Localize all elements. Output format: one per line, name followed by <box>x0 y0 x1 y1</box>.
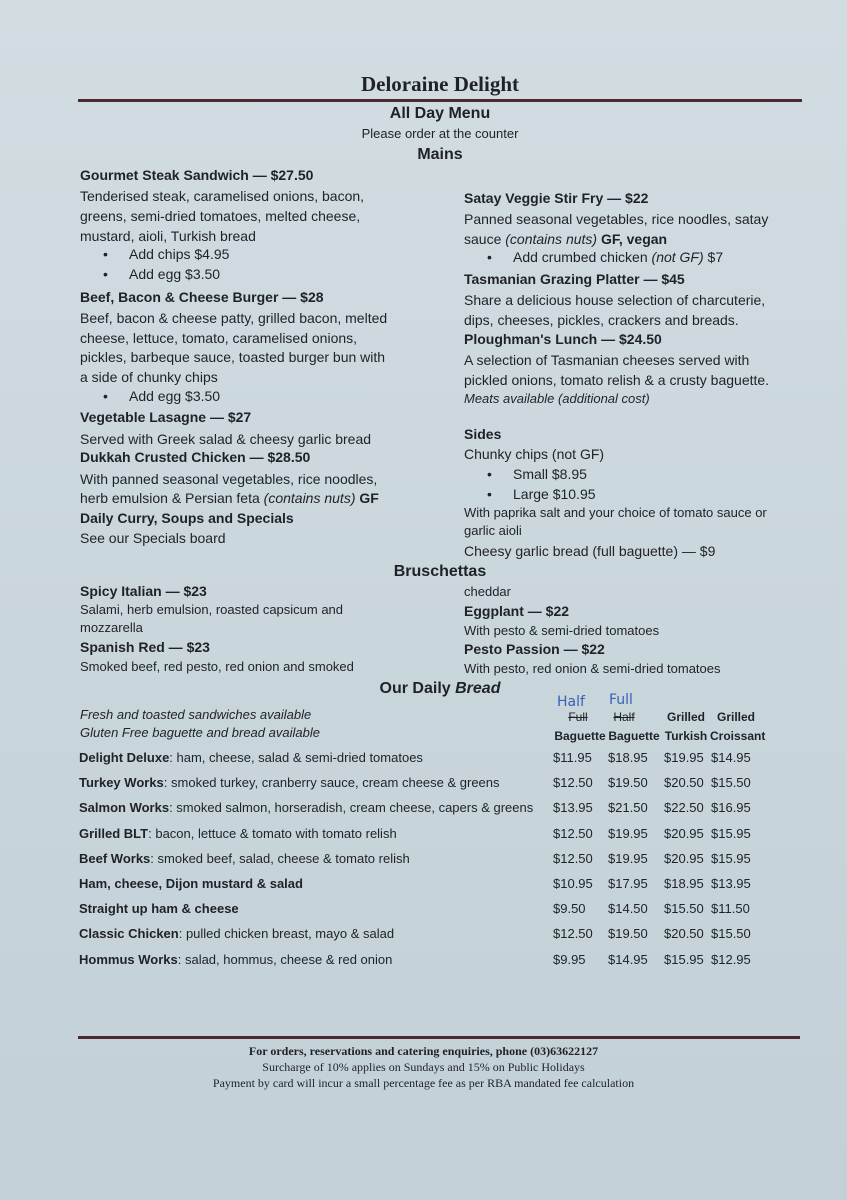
col1-handwritten: Half <box>557 694 585 710</box>
steak-desc-3: mustard, aioli, Turkish bread <box>80 228 256 244</box>
bread-price-col3: $20.95 <box>664 851 704 866</box>
bread-item-desc: : bacon, lettuce & tomato with tomato relish <box>148 826 397 841</box>
dukkah-desc-1: With panned seasonal vegetables, rice noodles, <box>80 471 378 487</box>
lasagne-title: Vegetable Lasagne — $27 <box>80 409 252 425</box>
bread-price-col3: $18.95 <box>664 876 704 891</box>
eggplant-title: Eggplant — $22 <box>464 603 570 619</box>
bread-row-name <box>79 800 533 815</box>
bread-price-col2: $19.50 <box>608 926 648 941</box>
mains-heading: Mains <box>417 146 463 163</box>
spicy-italian-desc-2: mozzarella <box>80 620 143 635</box>
bread-item-name: Grilled BLT <box>79 826 149 841</box>
dukkah-desc-2 <box>80 488 379 508</box>
restaurant-name: Deloraine Delight <box>360 72 520 96</box>
satay-desc-2a: sauce <box>464 231 506 247</box>
satay-title: Satay Veggie Stir Fry — $22 <box>464 190 649 206</box>
bread-heading-b: Bread <box>455 680 501 697</box>
satay-desc-1: Panned seasonal vegetables, rice noodles, satay <box>464 211 769 227</box>
bread-price-col4: $15.50 <box>711 775 751 790</box>
ploughman-desc-2: pickled onions, tomato relish & a crusty baguette. <box>464 372 770 388</box>
spanish-red-desc: Smoked beef, red pesto, red onion and smoked <box>80 659 354 674</box>
col2-printed-struck: Half <box>613 710 635 724</box>
satay-addon <box>513 249 723 265</box>
bread-row-name <box>79 952 392 967</box>
bread-price-col4: $15.50 <box>711 926 751 941</box>
bread-price-col1: $10.95 <box>553 876 593 891</box>
bread-price-col4: $15.95 <box>711 826 751 841</box>
bread-item-name: Straight up ham & cheese <box>79 901 239 916</box>
platter-desc-2: dips, cheeses, pickles, crackers and breads. <box>464 312 739 328</box>
lasagne-desc: Served with Greek salad & cheesy garlic bread <box>80 431 372 447</box>
bread-price-col2: $19.95 <box>608 826 648 841</box>
bread-note-2: Gluten Free baguette and bread available <box>80 725 320 740</box>
eggplant-desc: With pesto & semi-dried tomatoes <box>464 623 660 638</box>
bread-price-col4: $13.95 <box>711 876 751 891</box>
bread-price-col2: $21.50 <box>608 800 648 815</box>
bread-price-col4: $11.50 <box>711 901 750 916</box>
bread-row-name <box>79 926 394 941</box>
bread-price-col3: $20.95 <box>664 826 704 841</box>
bread-price-col3: $15.50 <box>664 901 704 916</box>
bread-heading-a: Our Daily <box>379 680 456 697</box>
spicy-italian-title: Spicy Italian — $23 <box>80 583 207 599</box>
col4-label-b: Croissant <box>710 729 766 743</box>
bread-item-desc: : smoked beef, salad, cheese & tomato relish <box>150 851 410 866</box>
col4-label-a: Grilled <box>716 710 755 724</box>
bread-row-name <box>79 826 397 841</box>
satay-diet-tag: GF, vegan <box>597 231 668 247</box>
burger-addon-egg: • Add egg $3.50 <box>129 388 220 404</box>
bread-item-desc: : smoked turkey, cranberry sauce, cream cheese & greens <box>163 775 500 790</box>
footer-contact: For orders, reservations and catering enquiries, phone (03)63622127 <box>248 1044 599 1058</box>
bread-row-name <box>79 901 239 916</box>
steak-addon-egg: • Add egg $3.50 <box>129 266 220 282</box>
col2-handwritten: Full <box>609 692 633 708</box>
bread-price-col4: $14.95 <box>711 750 751 765</box>
curry-desc: See our Specials board <box>80 530 226 546</box>
satay-addon-b: (not GF) <box>651 249 704 265</box>
dukkah-desc-2a: herb emulsion & Persian feta <box>80 490 264 506</box>
bread-price-col2: $14.50 <box>608 901 648 916</box>
spanish-red-desc-cont: cheddar <box>464 584 511 599</box>
col1-printed-struck: Full <box>568 710 588 724</box>
bread-item-desc: : ham, cheese, salad & semi-dried tomatoes <box>169 750 423 765</box>
bread-price-col1: $9.50 <box>553 901 586 916</box>
burger-title: Beef, Bacon & Cheese Burger — $28 <box>80 289 324 305</box>
bread-price-col1: $12.50 <box>553 926 593 941</box>
bread-row-name <box>79 775 500 790</box>
col3-label-a: Grilled <box>666 710 705 724</box>
bread-price-col3: $20.50 <box>664 926 704 941</box>
col1-label: Baguette <box>554 729 606 743</box>
bread-item-desc: : smoked salmon, horseradish, cream cheese, capers & greens <box>169 800 534 815</box>
bread-item-name: Hommus Works <box>79 952 178 967</box>
curry-title: Daily Curry, Soups and Specials <box>80 510 294 526</box>
bread-row-name <box>79 876 303 891</box>
steak-desc-2: greens, semi-dried tomatoes, melted cheese, <box>80 208 361 224</box>
menu-note: Please order at the counter <box>361 126 519 141</box>
bread-price-col3: $22.50 <box>664 800 704 815</box>
dukkah-nuts-note: (contains nuts) <box>263 490 356 506</box>
bread-price-col2: $18.95 <box>608 750 648 765</box>
menu-title: All Day Menu <box>389 105 491 122</box>
header-rule <box>78 99 802 102</box>
bread-item-desc: : salad, hommus, cheese & red onion <box>177 952 393 967</box>
bread-price-col2: $17.95 <box>608 876 648 891</box>
bread-price-col2: $14.95 <box>608 952 648 967</box>
steak-title: Gourmet Steak Sandwich — $27.50 <box>80 167 314 183</box>
col2-label: Baguette <box>608 729 660 743</box>
satay-nuts-note: (contains nuts) <box>505 231 598 247</box>
bread-price-col4: $15.95 <box>711 851 751 866</box>
bread-price-col3: $20.50 <box>664 775 704 790</box>
burger-desc-4: a side of chunky chips <box>80 369 218 385</box>
sides-garlic-bread: Cheesy garlic bread (full baguette) — $9 <box>464 543 716 559</box>
bread-item-name: Salmon Works <box>79 800 170 815</box>
bread-price-col1: $9.95 <box>553 952 586 967</box>
footer-card-fee: Payment by card will incur a small percentage fee as per RBA mandated fee calculation <box>212 1076 635 1090</box>
platter-desc-1: Share a delicious house selection of charcuterie, <box>464 292 766 308</box>
burger-desc-2: cheese, lettuce, tomato, caramelised onions, <box>80 330 358 346</box>
bread-row-name <box>79 750 423 765</box>
pesto-passion-desc: With pesto, red onion & semi-dried tomatoes <box>464 661 721 676</box>
platter-title: Tasmanian Grazing Platter — $45 <box>464 271 685 287</box>
sides-note-1: With paprika salt and your choice of tomato sauce or <box>464 505 767 520</box>
bread-price-col1: $12.50 <box>553 851 593 866</box>
bruschettas-heading: Bruschettas <box>393 563 487 580</box>
spanish-red-title: Spanish Red — $23 <box>80 639 210 655</box>
burger-desc-3: pickles, barbeque sauce, toasted burger bun with <box>80 349 386 365</box>
bread-price-col3: $19.95 <box>664 750 704 765</box>
sides-title: Sides <box>464 426 502 442</box>
bread-item-name: Classic Chicken <box>79 926 179 941</box>
ploughman-note: Meats available (additional cost) <box>464 391 650 406</box>
dukkah-title: Dukkah Crusted Chicken — $28.50 <box>80 449 311 465</box>
ploughman-desc-1: A selection of Tasmanian cheeses served with <box>464 352 750 368</box>
bread-item-name: Ham, cheese, Dijon mustard & salad <box>79 876 303 891</box>
dukkah-gf-tag: GF <box>355 490 379 506</box>
pesto-passion-title: Pesto Passion — $22 <box>464 641 605 657</box>
bread-price-col4: $16.95 <box>711 800 751 815</box>
bread-item-name: Turkey Works <box>79 775 164 790</box>
bread-price-col2: $19.50 <box>608 775 648 790</box>
sides-small: • Small $8.95 <box>513 466 587 482</box>
footer-surcharge: Surcharge of 10% applies on Sundays and 15% on Public Holidays <box>262 1060 585 1074</box>
bread-price-col1: $12.50 <box>553 826 593 841</box>
bread-item-name: Beef Works <box>79 851 151 866</box>
sides-chips: Chunky chips (not GF) <box>464 446 605 462</box>
bread-row-name <box>79 851 410 866</box>
satay-addon-a: Add crumbed chicken <box>513 249 652 265</box>
ploughman-title: Ploughman's Lunch — $24.50 <box>464 331 662 347</box>
steak-addon-chips: • Add chips $4.95 <box>129 246 229 262</box>
sides-large: • Large $10.95 <box>513 486 596 502</box>
col3-label-b: Turkish <box>664 729 708 743</box>
bread-price-col4: $12.95 <box>711 952 751 967</box>
satay-addon-c: $7 <box>703 249 724 265</box>
satay-desc-2 <box>464 229 667 249</box>
steak-desc-1: Tenderised steak, caramelised onions, bacon, <box>80 188 365 204</box>
bread-price-col1: $11.95 <box>553 750 592 765</box>
bread-price-col3: $15.95 <box>664 952 704 967</box>
bread-note-1: Fresh and toasted sandwiches available <box>80 707 312 722</box>
bread-heading <box>0 680 847 698</box>
sides-note-2: garlic aioli <box>464 523 522 538</box>
bread-item-name: Delight Deluxe <box>79 750 170 765</box>
bread-price-col2: $19.95 <box>608 851 648 866</box>
bread-item-desc: : pulled chicken breast, mayo & salad <box>178 926 395 941</box>
footer-rule <box>78 1036 800 1039</box>
bread-price-col1: $12.50 <box>553 775 593 790</box>
spicy-italian-desc-1: Salami, herb emulsion, roasted capsicum and <box>80 602 344 617</box>
burger-desc-1: Beef, bacon & cheese patty, grilled bacon, melted <box>80 310 388 326</box>
bread-price-col1: $13.95 <box>553 800 593 815</box>
